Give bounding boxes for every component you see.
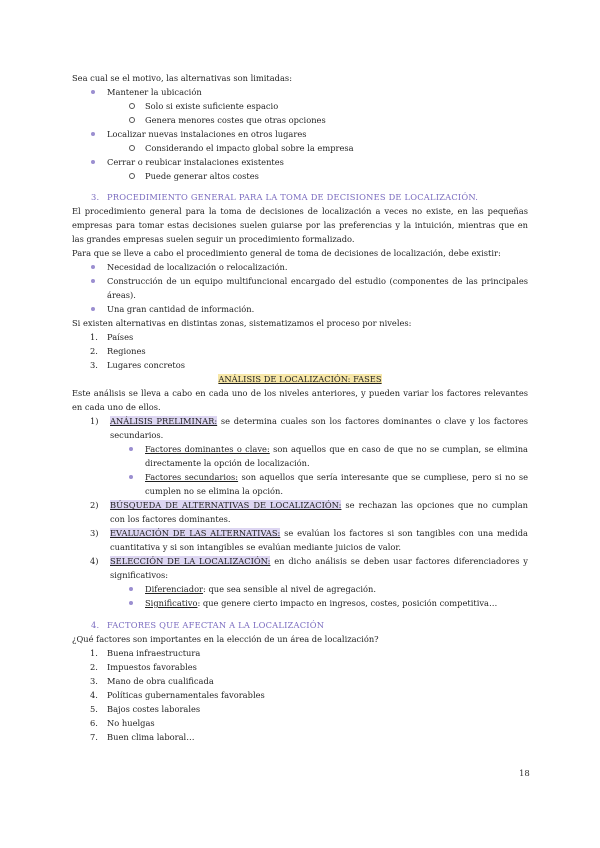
list-item <box>72 716 528 730</box>
page-content <box>72 71 528 744</box>
phase-number: 4) <box>90 556 99 566</box>
item-text: Bajos costes laborales <box>107 704 201 714</box>
term: Significativo <box>145 598 198 608</box>
sub-list-item <box>72 470 528 498</box>
item-number: 3. <box>90 360 98 370</box>
sub-list-item <box>72 596 528 610</box>
item-text: Buen clima laboral… <box>107 732 195 742</box>
phase-item <box>72 498 528 526</box>
list-item <box>72 330 528 344</box>
factors-list <box>72 646 528 744</box>
item-text: No huelgas <box>107 718 155 728</box>
item-number: 7. <box>90 732 98 742</box>
phase-text: se determina cuales son los factores dominantes o clave y los factores secundarios. <box>110 416 528 440</box>
section-title: PROCEDIMIENTO GENERAL PARA LA TOMA DE DECISIONES DE LOCALIZACIÓN. <box>107 192 479 202</box>
item-text: Países <box>107 332 134 342</box>
list-item: Localizar nuevas instalaciones en otros lugares <box>72 127 528 141</box>
list-item: Necesidad de localización o relocalización. <box>72 260 528 274</box>
sub-list-item: Solo si existe suficiente espacio <box>72 99 528 113</box>
phase-term: BÚSQUEDA DE ALTERNATIVAS DE LOCALIZACIÓN: <box>110 500 342 510</box>
alternatives-list <box>72 85 528 183</box>
item-number: 3. <box>90 676 98 686</box>
page-number: 18 <box>519 769 530 779</box>
sub-list-item: Genera menores costes que otras opciones <box>72 113 528 127</box>
term-text: son aquellos que sería interesante que se cumpliese, pero si no se cumplen no se elimina la opción. <box>145 472 528 496</box>
requirements-list <box>72 260 528 316</box>
item-number: 2. <box>90 662 98 672</box>
list-item <box>72 358 528 372</box>
term: Diferenciador <box>145 584 204 594</box>
paragraph: Si existen alternativas en distintas zonas, sistematizamos el proceso por niveles: <box>72 318 412 328</box>
item-number: 6. <box>90 718 98 728</box>
item-text: Mano de obra cualificada <box>107 676 214 686</box>
phase-item <box>72 414 528 442</box>
list-item: Una gran cantidad de información. <box>72 302 528 316</box>
list-item <box>72 646 528 660</box>
item-number: 1. <box>90 332 98 342</box>
item-text: Lugares concretos <box>107 360 185 370</box>
item-number: 5. <box>90 704 98 714</box>
term-text: : que sea sensible al nivel de agregación. <box>203 584 377 594</box>
phase-text: se evalúan los factores si son tangibles con una medida cuantitativa y si son intangibles se evalúan mediante juicios de valor. <box>110 528 528 552</box>
sub-list-item <box>72 582 528 596</box>
list-item: Mantener la ubicación <box>72 85 528 99</box>
phases-title <box>72 372 528 386</box>
phase-number: 2) <box>90 500 99 510</box>
term: Factores dominantes o clave: <box>145 444 270 454</box>
term-text: : que genere cierto impacto en ingresos, costes, posición competitiva… <box>197 598 498 608</box>
list-item <box>72 660 528 674</box>
section-number: 4. <box>91 620 100 630</box>
list-item <box>72 674 528 688</box>
section-number: 3. <box>91 192 100 202</box>
phase-number: 3) <box>90 528 99 538</box>
item-text: Políticas gubernamentales favorables <box>107 690 265 700</box>
item-number: 1. <box>90 648 98 658</box>
section-title: FACTORES QUE AFECTAN A LA LOCALIZACIÓN <box>107 620 325 630</box>
item-text: Impuestos favorables <box>107 662 197 672</box>
phase-number: 1) <box>90 416 99 426</box>
phase-item <box>72 554 528 582</box>
phase-item <box>72 526 528 554</box>
phases-title-text: ANÁLISIS DE LOCALIZACIÓN: FASES <box>218 374 382 384</box>
term-text: son aquellos que en caso de que no se cumplan, se elimina directamente la opción de localización. <box>145 444 528 468</box>
sub-list-item <box>72 442 528 470</box>
item-number: 2. <box>90 346 98 356</box>
item-text: Regiones <box>107 346 146 356</box>
phase-term: ANÁLISIS PRELIMINAR: <box>110 416 218 426</box>
list-item <box>72 702 528 716</box>
list-item: Cerrar o reubicar instalaciones existentes <box>72 155 528 169</box>
list-item <box>72 344 528 358</box>
paragraph: ¿Qué factores son importantes en la elección de un área de localización? <box>72 634 379 644</box>
paragraph: Para que se lleve a cabo el procedimiento general de toma de decisiones de localización, debe existir: <box>72 248 501 258</box>
phase-text: se rechazan las opciones que no cumplan con los factores dominantes. <box>110 500 528 524</box>
sub-list-item: Considerando el impacto global sobre la empresa <box>72 141 528 155</box>
list-item <box>72 730 528 744</box>
intro-text: Sea cual se el motivo, las alternativas son limitadas: <box>72 73 292 83</box>
list-item: Construcción de un equipo multifuncional encargado del estudio (componentes de las principales áreas). <box>72 274 528 302</box>
paragraph: El procedimiento general para la toma de decisiones de localización a veces no existe, en las pequeñas empresas para tomar estas decisiones suelen guiarse por las preferencias y la intuición, mientras que en las grandes empresas suelen seguir un procedimiento formalizado. <box>72 206 528 244</box>
phase-text: en dicho análisis se deben usar factores diferenciadores y significativos: <box>110 556 528 580</box>
section-heading <box>72 618 528 632</box>
sub-list-item: Puede generar altos costes <box>72 169 528 183</box>
item-text: Buena infraestructura <box>107 648 201 658</box>
item-number: 4. <box>90 690 98 700</box>
paragraph: Este análisis se lleva a cabo en cada uno de los niveles anteriores, y pueden variar los factores relevantes en cada uno de ellos. <box>72 388 528 412</box>
section-heading <box>72 190 528 204</box>
term: Factores secundarios: <box>145 472 239 482</box>
levels-list <box>72 330 528 372</box>
phase-term: EVALUACIÓN DE LAS ALTERNATIVAS: <box>110 528 281 538</box>
phase-term: SELECCIÓN DE LA LOCALIZACIÓN: <box>110 556 271 566</box>
list-item <box>72 688 528 702</box>
